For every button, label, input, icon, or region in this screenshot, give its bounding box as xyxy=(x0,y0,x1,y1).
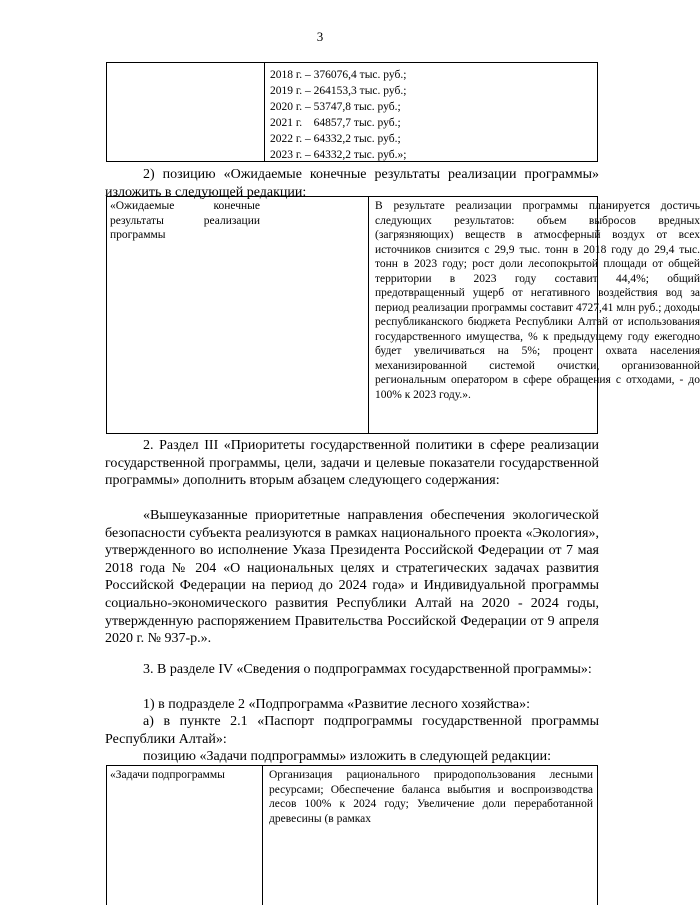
column-divider xyxy=(264,63,265,161)
paragraph-item-2-1: а) в пункте 2.1 «Паспорт подпрограммы государственной программы Республики Алтай»: xyxy=(105,714,599,747)
paragraph-inserted-text: «Вышеуказанные приоритетные направления обеспечения экологической безопасности субъекта реализуются в рамках национального проекта «Экология», утвержденного во исполнение Указа Президента Российской Федерации от 7 мая 2018 года № 204 «О национальных целях и стратегических задачах развития Российской Федерации на период до 2024 года» и Индивидуальной программы социально-экономического развития Республики Алтай на 2020 - 2024 годы, утвержденную распоряжением Правительства Российской Федерации от 9 апреля 2020 г. № 937-р.». xyxy=(105,508,599,647)
paragraph-tasks-position: позицию «Задачи подпрограммы» изложить в следующей редакции: xyxy=(143,749,552,764)
tasks-label: «Задачи подпрограммы xyxy=(110,769,225,781)
paragraph-subsection-2: 1) в подразделе 2 «Подпрограмма «Развитие лесного хозяйства»: xyxy=(143,697,531,712)
expected-results-content: В результате реализации программы планируется достичь следующих результатов: объем выбросов вредных (загрязняющих) веществ в атмосферный воздух от всех источников снизится с 29,9 тыс. тонн в 2018 году до 29,4 тыс. тонн в 2023 году; рост доли лесопокрытой площади от общей территории в 2023 году составит 44,4%; общий предотвращенный ущерб от негативного воздействия вод за период реализации программы составит 4727,41 млн руб.; доходы республиканского бюджета Республики Алтай от использования государственного имущества, % к предыдущему году ежегодно будет увеличиваться на 5%; процент охвата населения механизированной системой очистки, организованной региональным оператором в сфере обращения с отходами, - до 100% к 2023 году.». xyxy=(375,200,700,401)
column-divider xyxy=(262,766,263,905)
funding-line: 2018 г. – 376076,4 тыс. руб.; xyxy=(270,69,407,81)
expected-results-label: «Ожидаемые конечные результаты реализации программы xyxy=(110,200,260,241)
paragraph-section-3: 2. Раздел III «Приоритеты государственной политики в сфере реализации государственной программы, цели, задачи и целевые показатели государственной программы» дополнить вторым абзацем следующего содержания: xyxy=(105,438,599,489)
funding-line: 2019 г. – 264153,3 тыс. руб.; xyxy=(270,85,407,97)
paragraph-expected-results: 2) позицию «Ожидаемые конечные результаты реализации программы» изложить в следующей редакции: xyxy=(105,167,599,200)
column-divider xyxy=(368,197,369,433)
page-number: 3 xyxy=(316,29,324,44)
funding-line: 2020 г. – 53747,8 тыс. руб.; xyxy=(270,101,401,113)
funding-by-year xyxy=(270,67,406,163)
paragraph-section-4: 3. В разделе IV «Сведения о подпрограммах государственной программы»: xyxy=(143,662,592,677)
funding-table xyxy=(106,62,598,162)
expected-results-table xyxy=(106,196,700,434)
funding-line: 2023 г. – 64332,2 тыс. руб.»; xyxy=(270,149,407,161)
funding-line: 2022 г. – 64332,2 тыс. руб.; xyxy=(270,133,401,145)
funding-line: 2021 г. 64857,7 тыс. руб.; xyxy=(270,117,401,129)
tasks-content: Организация рационального природопользования лесными ресурсами; Обеспечение баланса выбытия и воспроизводства лесов 100% к 2024 году; Увеличение доли переработанной древесины (в рамках xyxy=(269,769,593,825)
tasks-table xyxy=(106,765,598,905)
